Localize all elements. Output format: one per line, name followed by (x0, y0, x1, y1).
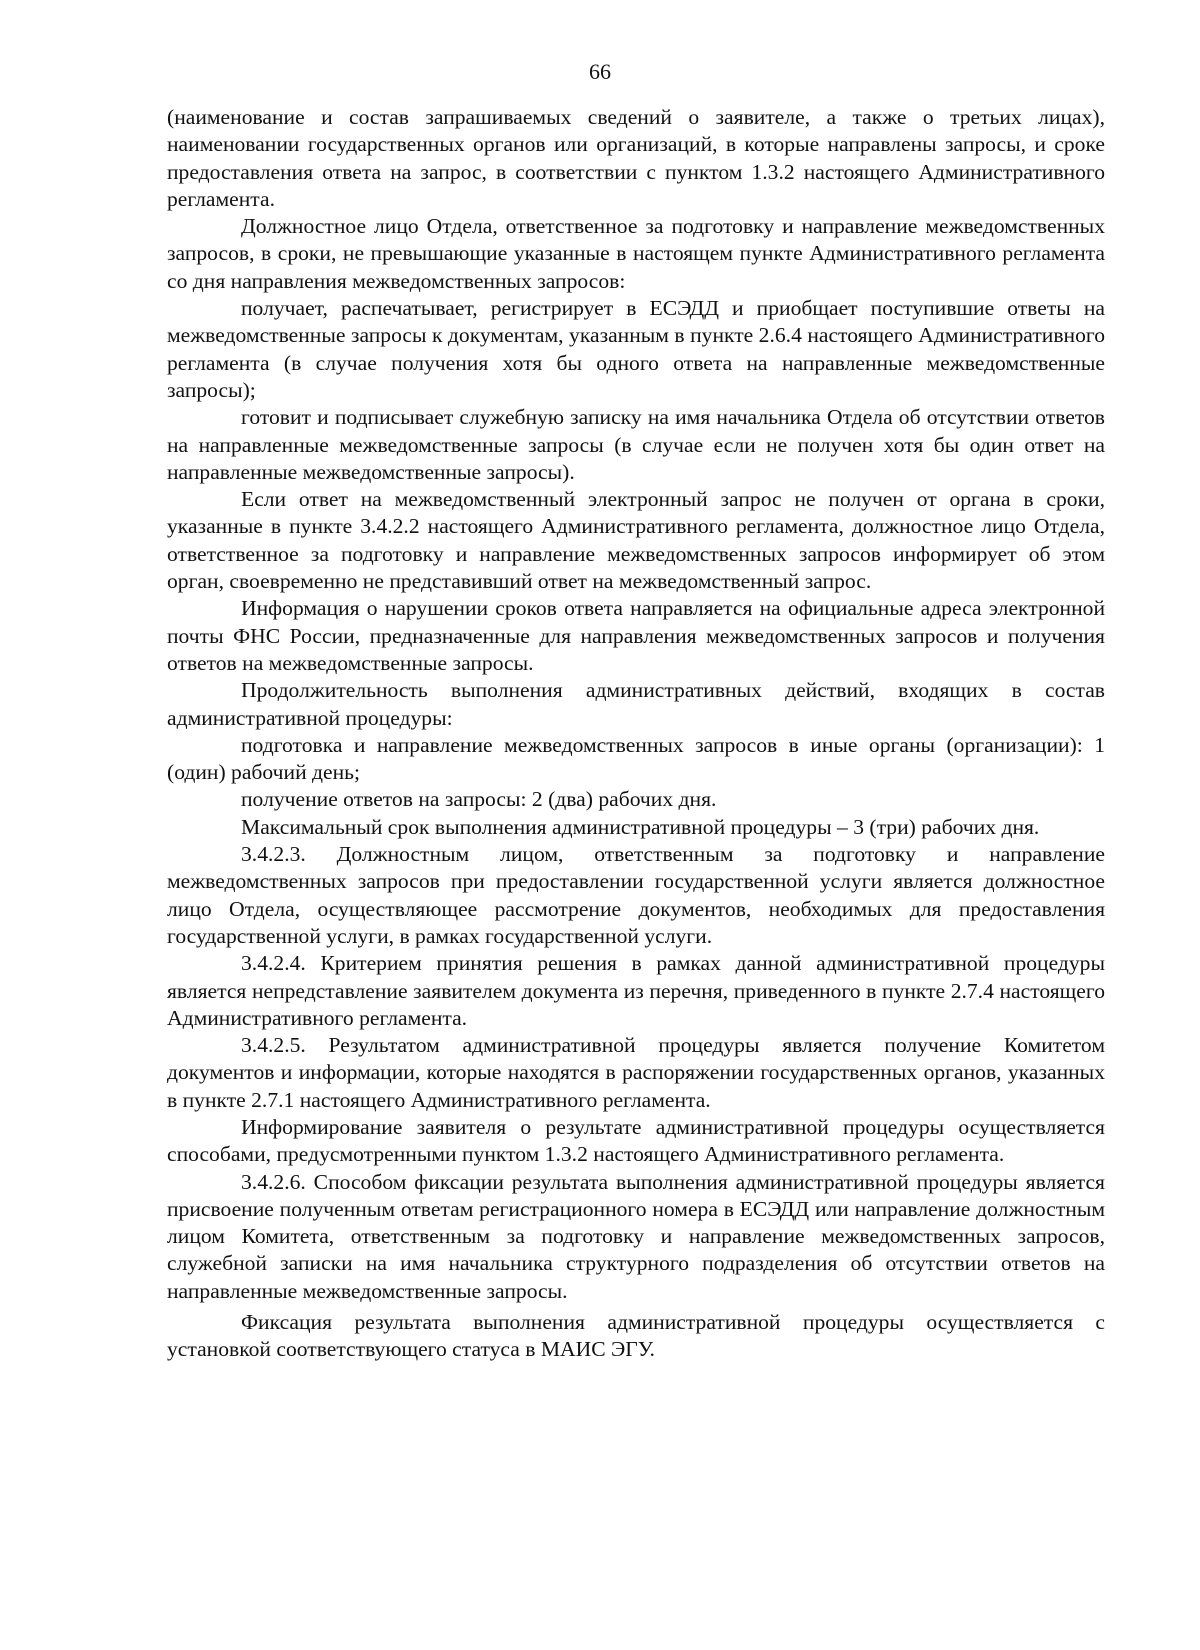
page-number: 66 (589, 59, 611, 84)
paragraph-5: Если ответ на межведомственный электронный запрос не получен от органа в сроки, указанные в пункте 3.4.2.2 настоящего Административного регламента, должностное лицо Отдела, ответственное за подготовку и направление межведомственных запросов информирует об этом орган, своевременно не представивший ответ на межведомственный запрос. (167, 487, 1105, 594)
paragraph-13: 3.4.2.5. Результатом административной процедуры является получение Комитетом документов и информации, которые находятся в распоряжении государственных органов, указанных в пункте 2.7.1 настоящего Административного регламента. (167, 1033, 1105, 1112)
paragraph-12: 3.4.2.4. Критерием принятия решения в рамках данной административной процедуры является непредставление заявителем документа из перечня, приведенного в пункте 2.7.4 настоящего Административного регламента. (167, 951, 1105, 1030)
paragraph-2: Должностное лицо Отдела, ответственное за подготовку и направление межведомственных запросов, в сроки, не превышающие указанные в настоящем пункте Административного регламента со дня направления межведомственных запросов: (167, 214, 1105, 293)
paragraph-8: подготовка и направление межведомственных запросов в иные органы (организации): 1 (один) рабочий день; (167, 732, 1105, 785)
paragraph-4: готовит и подписывает служебную записку на имя начальника Отдела об отсутствии ответов на направленные межведомственные запросы (в случае если не получен хотя бы один ответ на направленные межведомственные запросы). (167, 405, 1105, 484)
paragraph-6: Информация о нарушении сроков ответа направляется на официальные адреса электронной почты ФНС России, предназначенные для направления межведомственных запросов и получения ответов на межведомственные запросы. (167, 596, 1105, 675)
paragraph-3: получает, распечатывает, регистрирует в ЕСЭДД и приобщает поступившие ответы на межведомственные запросы к документам, указанным в пункте 2.6.4 настоящего Административного регламента (в случае получения хотя бы одного ответа на направленные межведомственные запросы); (167, 296, 1105, 402)
paragraph-14: Информирование заявителя о результате административной процедуры осуществляется способами, предусмотренными пунктом 1.3.2 настоящего Административного регламента. (167, 1114, 1105, 1167)
document-body (167, 104, 1105, 1364)
paragraph-11: 3.4.2.3. Должностным лицом, ответственным за подготовку и направление межведомственных запросов при предоставлении государственной услуги является должностное лицо Отдела, осуществляющее рассмотрение документов, необходимых для предоставления государственной услуги, в рамках государственной услуги. (167, 842, 1105, 948)
paragraph-10: Максимальный срок выполнения административной процедуры – 3 (три) рабочих дня. (241, 814, 1040, 839)
paragraph-15: 3.4.2.6. Способом фиксации результата выполнения административной процедуры является присвоение полученным ответам регистрационного номера в ЕСЭДД или направление должностным лицом Комитета, ответственным за подготовку и направление межведомственных запросов, служебной записки на имя начальника структурного подразделения об отсутствии ответов на направленные межведомственные запросы. (167, 1169, 1105, 1303)
paragraph-9: получение ответов на запросы: 2 (два) рабочих дня. (241, 787, 717, 812)
paragraph-16: Фиксация результата выполнения административной процедуры осуществляется с установкой соответствующего статуса в МАИС ЭГУ. (167, 1310, 1105, 1362)
paragraph-7: Продолжительность выполнения административных действий, входящих в состав административной процедуры: (167, 678, 1105, 730)
paragraph-1: (наименование и состав запрашиваемых сведений о заявителе, а также о третьих лицах), наименовании государственных органов или организаций, в которые направлены запросы, и сроке предоставления ответа на запрос, в соответствии с пунктом 1.3.2 настоящего Административного регламента. (167, 105, 1105, 211)
